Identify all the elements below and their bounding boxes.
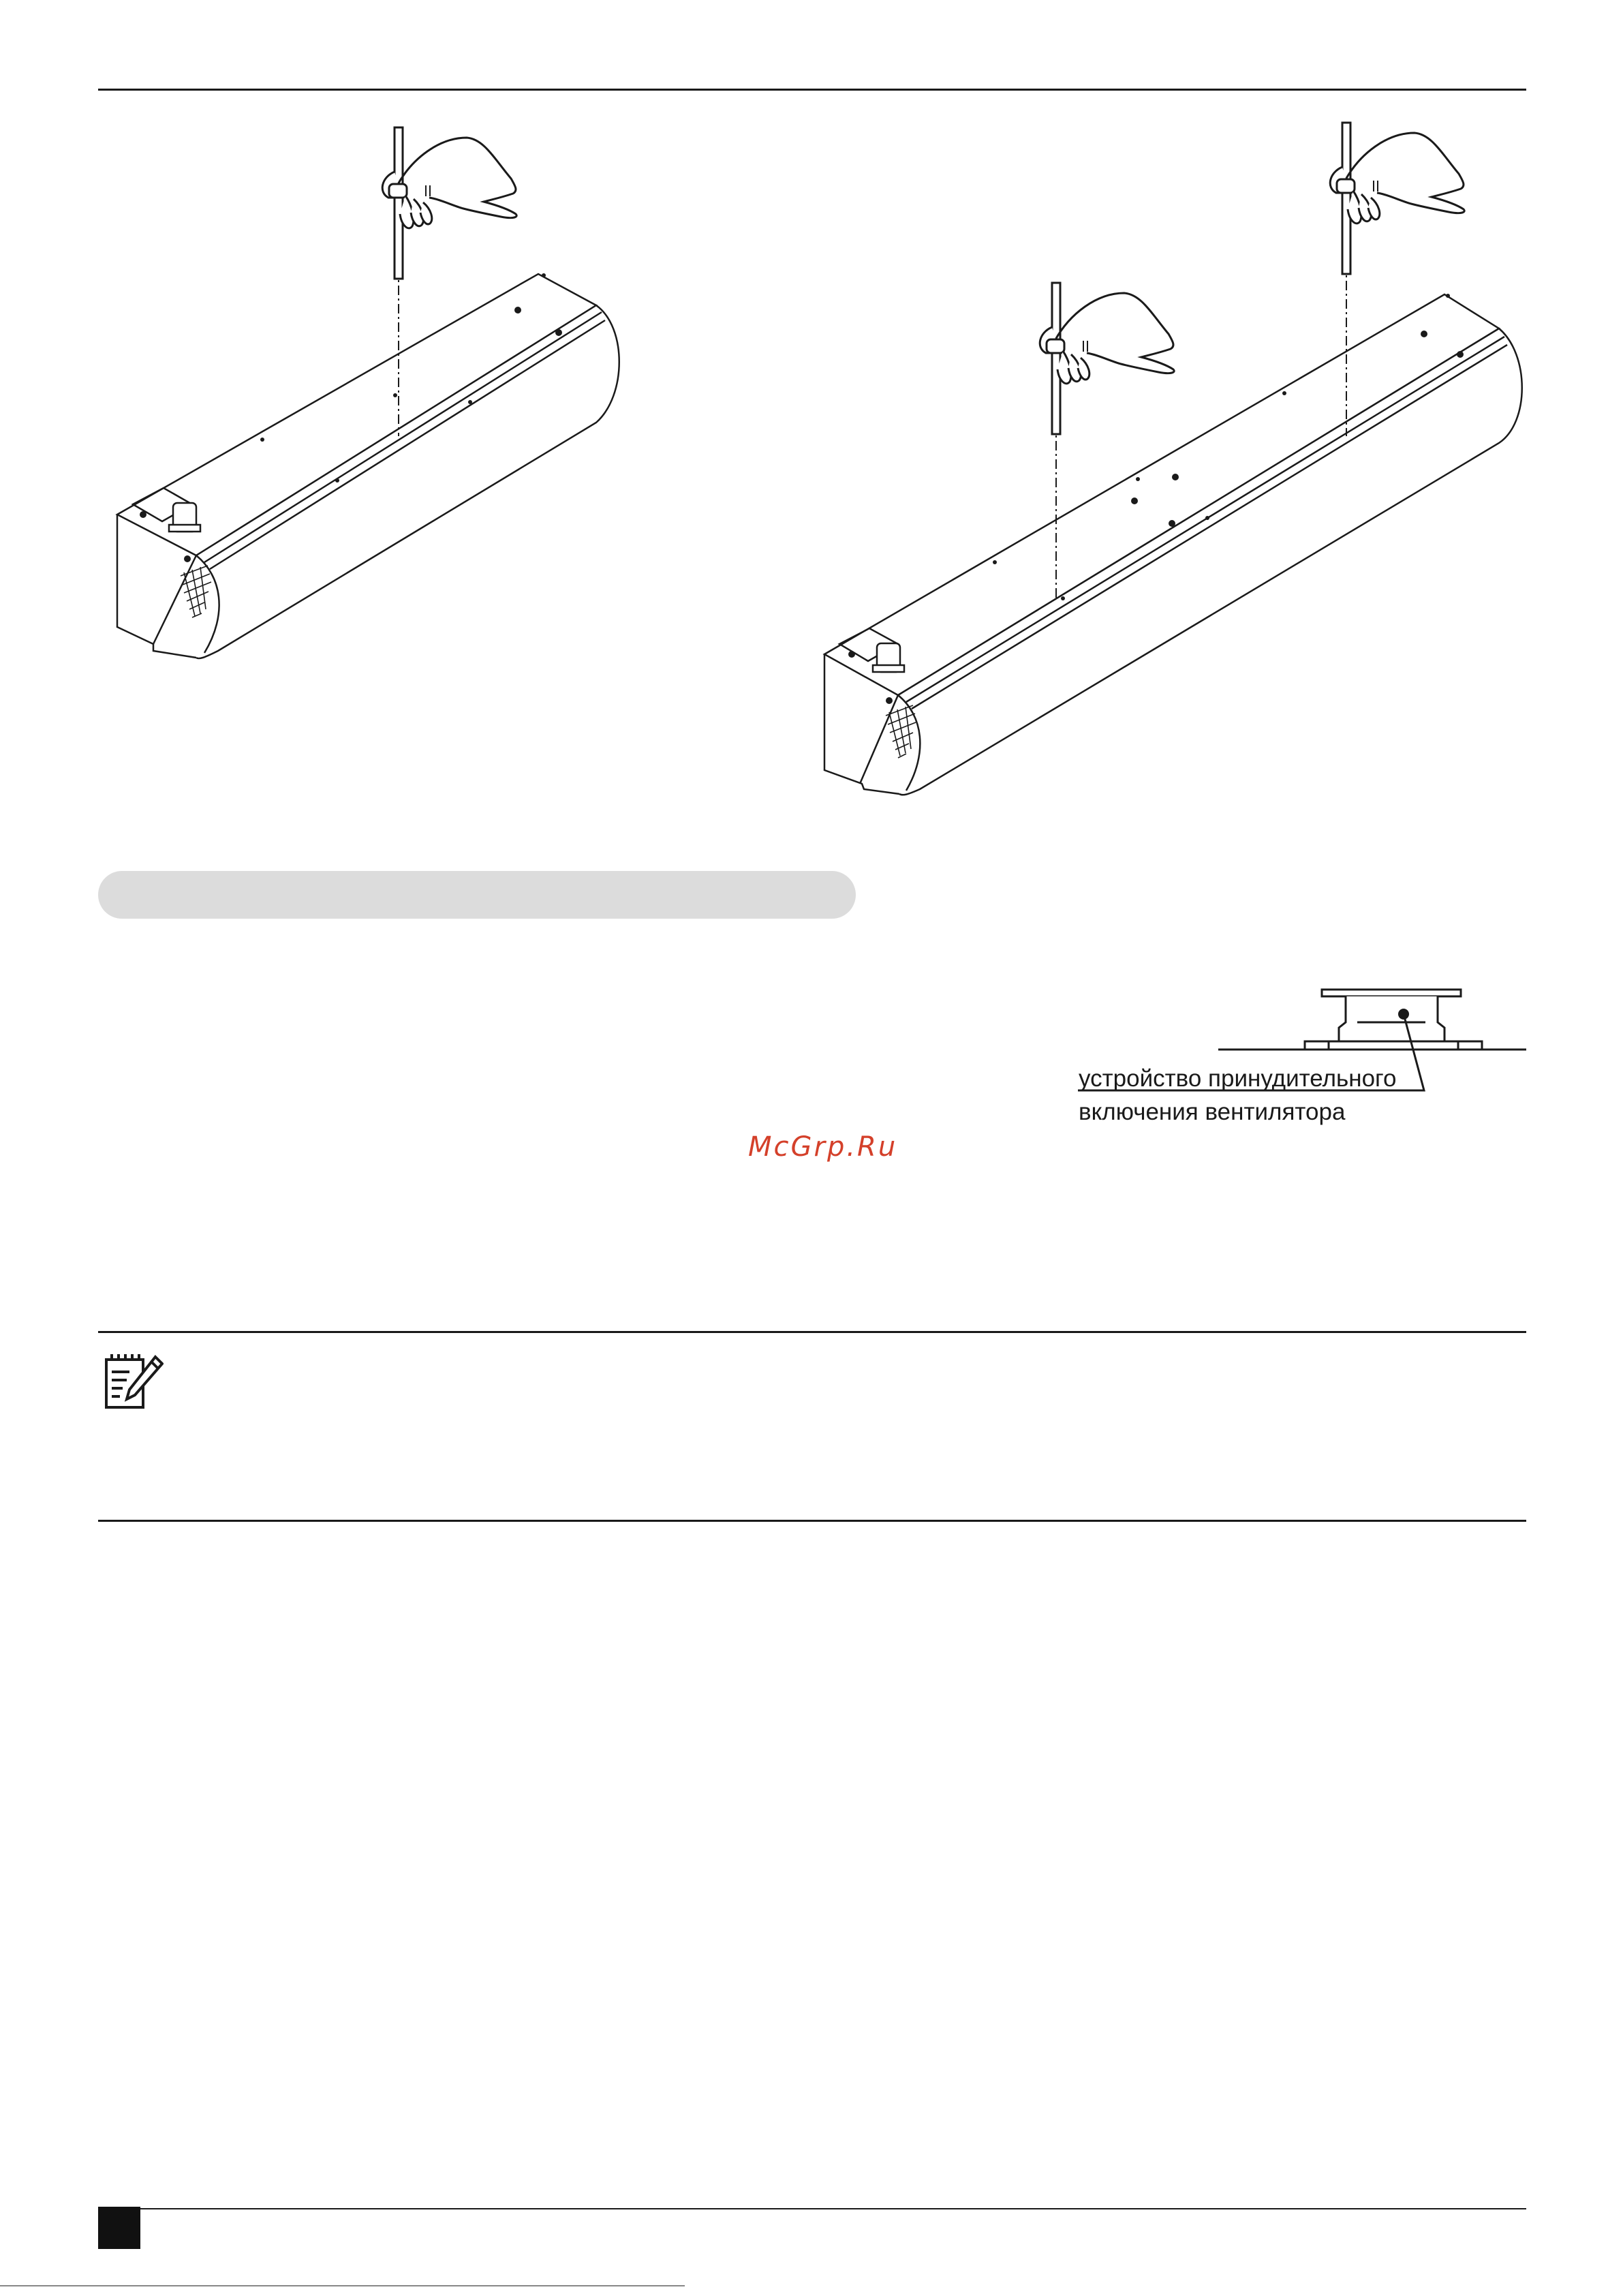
hand-icon — [1040, 283, 1174, 434]
section-header-bar — [98, 871, 856, 919]
scan-edge-line — [0, 2285, 685, 2286]
hand-icon — [382, 127, 516, 279]
note-bottom-rule — [98, 1520, 1526, 1522]
footer-rule — [98, 2208, 1526, 2209]
callout-line-2: включения вентилятора — [1079, 1099, 1346, 1125]
notepad-pencil-icon — [102, 1353, 164, 1414]
air-curtain-left — [117, 273, 619, 658]
installation-figures — [0, 0, 1623, 859]
page-number-marker — [98, 2207, 140, 2249]
watermark: McGrp.Ru — [748, 1131, 898, 1163]
callout-line-1: устройство принудительного — [1079, 1065, 1397, 1092]
note-top-rule — [98, 1331, 1526, 1333]
hand-icon — [1330, 123, 1464, 274]
